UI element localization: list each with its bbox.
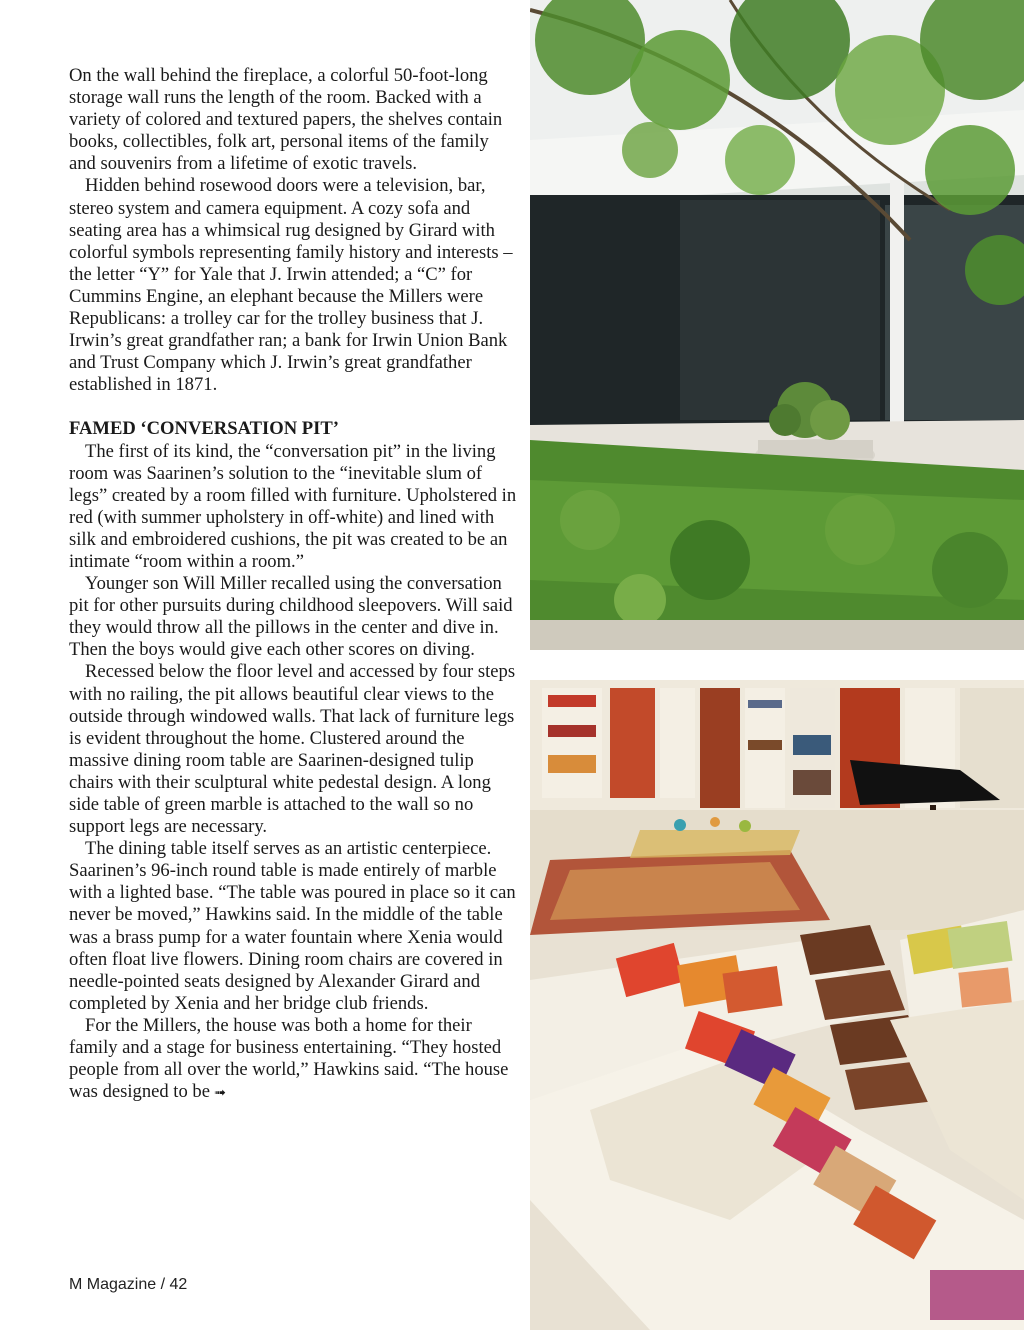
paragraph-dining-table: The dining table itself serves as an artistic centerpiece. Saarinen’s 96-inch round table is made entirely of marble with a lighted base. “The table was poured in place so it can never be moved,” Hawkins said. In the middle of the table was a brass pump for a water fountain where Xenia would often float live flowers. Dining room chairs are covered in needle-pointed seats designed by Alexander Girard and completed by Xenia and her bridge club friends. (69, 838, 516, 1014)
paragraph-entertaining (69, 1015, 519, 1104)
paragraph-will-miller: Younger son Will Miller recalled using the conversation pit for other pursuits during childhood sleepovers. Will said they would throw all the pillows in the center and dive in. Then the boys would give each other scores on diving. (69, 573, 513, 661)
intro-paragraph: On the wall behind the fireplace, a colorful 50-foot-long storage wall runs the length of the room. Backed with a variety of colored and textured papers, the shelves contain books, collectibles, folk art, personal items of the family and souvenirs from a lifetime of exotic travels. (69, 65, 503, 175)
section-subheading: FAMED ‘CONVERSATION PIT’ (69, 418, 339, 440)
paragraph-tv-rug: Hidden behind rosewood doors were a television, bar, stereo system and camera equipment. A cozy sofa and seating area has a whimsical rug designed by Girard with colorful symbols representing family history and interests – the letter “Y” for Yale that J. Irwin attended; a “C” for Cummins Engine, an elephant because the Millers were Republicans: a trolley car for the trolley business that J. Irwin’s great grandfather ran; a bank for Irwin Union Bank and Trust Company which J. Irwin’s great grandfather established in 1871. (69, 175, 513, 396)
page-footer: M Magazine / 42 (69, 1276, 188, 1293)
conversation-pit-photo (530, 680, 1024, 1330)
paragraph-recessed: Recessed below the floor level and accessed by four steps with no railing, the pit allows beautiful clear views to the outside through windowed walls. That lack of furniture legs is evident throughout the home. Clustered around the massive dining room table are Saarinen-designed tulip chairs with their sculptural white pedestal design. A long side table of green marble is attached to the wall so no support legs are necessary. (69, 661, 516, 838)
continue-arrow-icon: ➟ (213, 1085, 226, 1102)
paragraph-conversation-pit: The first of its kind, the “conversation pit” in the living room was Saarinen’s solution to the “inevitable slum of legs” created by a room filled with furniture. Upholstered in red (with summer upholstery in off-white) and lined with silk and embroidered cushions, the pit was created to be an intimate “room within a room.” (69, 440, 517, 572)
exterior-photo (530, 0, 1024, 650)
article-body (69, 65, 519, 1104)
paragraph-entertaining-text: For the Millers, the house was both a home for their family and a stage for business entertaining. “They hosted people from all over the world,” Hawkins said. “The house was designed to be (69, 1014, 509, 1103)
